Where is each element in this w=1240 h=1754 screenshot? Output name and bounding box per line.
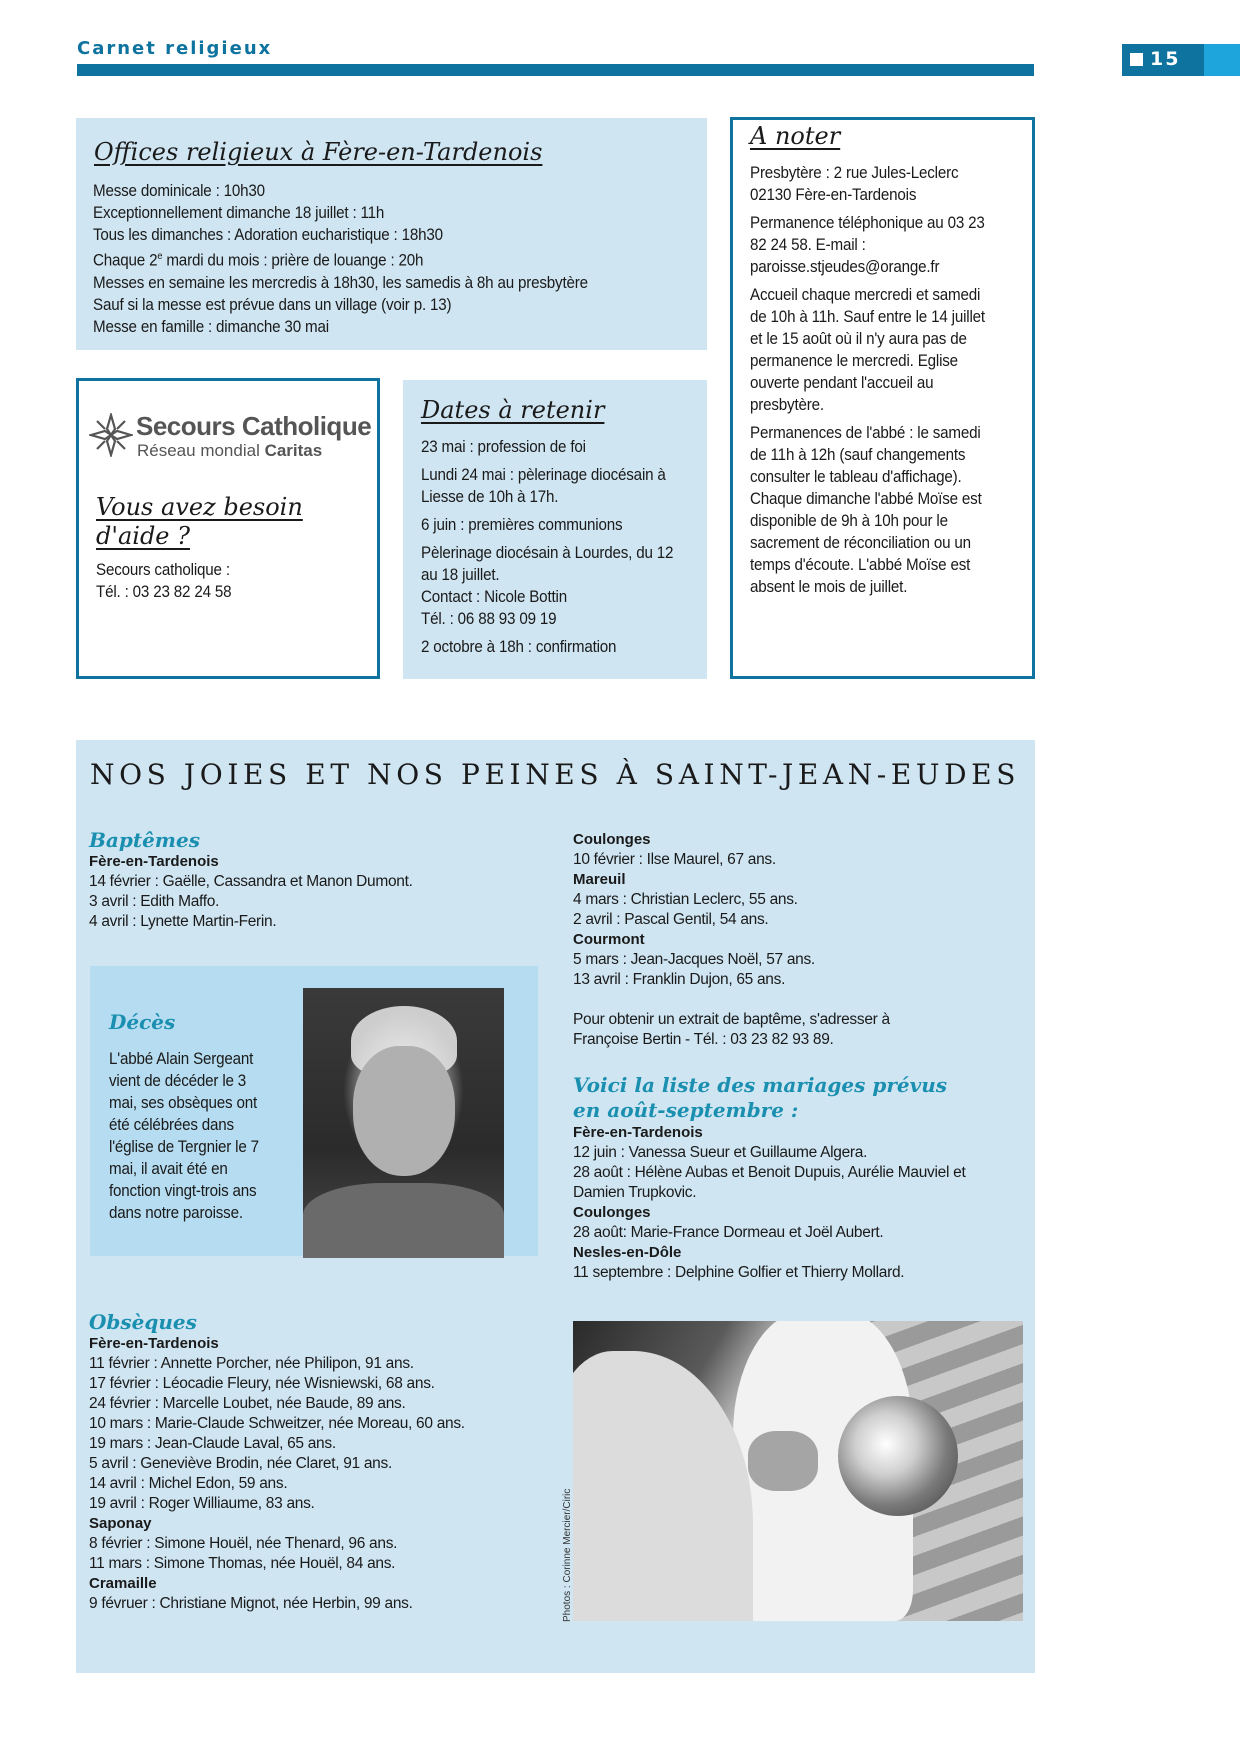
place-name: Courmont xyxy=(573,931,645,948)
entry: 5 avril : Geneviève Brodin, née Claret, 91 ans. xyxy=(89,1455,392,1472)
noter-paragraphs xyxy=(750,162,994,598)
mariages-title: Voici la liste des mariages prévus en août-septembre : xyxy=(573,1073,948,1122)
entry: 28 août: Marie-France Dormeau et Joël Aubert. xyxy=(573,1224,884,1241)
entry: 12 juin : Vanessa Sueur et Guillaume Algera. xyxy=(573,1144,868,1161)
place-name: Fère-en-Tardenois xyxy=(573,1124,703,1141)
offices-line: Messes en semaine les mercredis à 18h30, les samedis à 8h au presbytère xyxy=(93,273,588,292)
secours-line: Tél. : 03 23 82 24 58 xyxy=(96,583,232,601)
joies-title: NOS JOIES ET NOS PEINES À SAINT-JEAN-EUDES xyxy=(90,758,1020,791)
place-name: Coulonges xyxy=(573,831,651,848)
entry: 3 avril : Edith Maffo. xyxy=(89,893,220,910)
header-rule xyxy=(77,64,1034,76)
place-name: Nesles-en-Dôle xyxy=(573,1244,682,1261)
entry: 14 février : Gaëlle, Cassandra et Manon Dumont. xyxy=(89,873,413,890)
dates-item: Tél. : 06 88 93 09 19 xyxy=(421,610,557,628)
place-name: Coulonges xyxy=(573,1204,651,1221)
noter-paragraph: Permanences de l'abbé : le samedi de 11h à 12h (sauf changements consulter le tableau d'affichage). Chaque dimanche l'abbé Moïse est disponible de 9h à 10h pour le sacrement de réconciliation ou un temps d'écoute. L'abbé Moïse est absent le mois de juillet. xyxy=(750,424,982,596)
page-tab-accent xyxy=(1204,44,1240,76)
page-number-tab xyxy=(1122,44,1240,76)
offices-lines xyxy=(93,180,663,338)
entry: 11 mars : Simone Thomas, née Houël, 84 ans. xyxy=(89,1555,396,1572)
place-name: Fère-en-Tardenois xyxy=(89,1335,219,1352)
entry: 10 février : Ilse Maurel, 67 ans. xyxy=(573,851,776,868)
deces-text: L'abbé Alain Sergeant vient de décéder le 3 mai, ses obsèques ont été célébrées dans l'église de Tergnier le 7 mai, il avait été en fonction vingt-trois ans dans notre paroisse. xyxy=(109,1050,259,1222)
mariages-block xyxy=(573,1073,1023,1283)
entry: 24 février : Marcelle Loubet, née Baude, 89 ans. xyxy=(89,1395,406,1412)
entry: 8 février : Simone Houël, née Thenard, 96 ans. xyxy=(89,1535,398,1552)
place-name: Mareuil xyxy=(573,871,626,888)
offices-line: Tous les dimanches : Adoration eucharistique : 18h30 xyxy=(93,226,443,244)
noter-paragraph: Accueil chaque mercredi et samedi de 10h à 11h. Sauf entre le 14 juillet et le 15 août où il n'y aura pas de permanence le mercredi. Eglise ouverte pendant l'accueil au presbytère. xyxy=(750,286,985,414)
secours-logo-sub: Réseau mondial Caritas xyxy=(137,441,323,460)
photo-suit xyxy=(573,1351,753,1621)
secours-line: Secours catholique : xyxy=(96,561,230,579)
portrait-face xyxy=(353,1046,455,1176)
deces-box xyxy=(90,966,538,1256)
entry: 14 avril : Michel Edon, 59 ans. xyxy=(89,1475,288,1492)
dates-item: 23 mai : profession de foi xyxy=(421,438,586,456)
noter-box xyxy=(730,117,1035,679)
obseques-title: Obsèques xyxy=(89,1310,197,1334)
noter-paragraph: Presbytère : 2 rue Jules-Leclerc 02130 Fère-en-Tardenois xyxy=(750,164,959,204)
secours-box xyxy=(76,378,380,679)
entry: 5 mars : Jean-Jacques Noël, 57 ans. xyxy=(573,951,815,968)
entry: 10 mars : Marie-Claude Schweitzer, née Moreau, 60 ans. xyxy=(89,1415,465,1432)
entry: 28 août : Hélène Aubas et Benoit Dupuis, Aurélie Mauviel et Damien Trupkovic. xyxy=(573,1164,966,1201)
entry: 19 avril : Roger Williaume, 83 ans. xyxy=(89,1495,315,1512)
page-number: 15 xyxy=(1150,48,1181,70)
wedding-photo xyxy=(573,1321,1023,1621)
place-name: Fère-en-Tardenois xyxy=(89,853,219,870)
offices-line: Messe dominicale : 10h30 xyxy=(93,182,265,200)
entry: 11 septembre : Delphine Golfier et Thierry Mollard. xyxy=(573,1264,905,1281)
dates-item: Lundi 24 mai : pèlerinage diocésain à Liesse de 10h à 17h. xyxy=(421,466,666,506)
entry: 17 février : Léocadie Fleury, née Wisniewski, 68 ans. xyxy=(89,1375,435,1392)
dates-item: 6 juin : premières communions xyxy=(421,516,623,534)
offices-line: Exceptionnellement dimanche 18 juillet : 11h xyxy=(93,204,385,222)
photo-credit: Photos : Corinne Mercier/Ciric xyxy=(562,1488,573,1622)
dates-item: Pèlerinage diocésain à Lourdes, du 12 au 18 juillet. xyxy=(421,544,674,584)
noter-paragraph: Permanence téléphonique au 03 23 82 24 58. E-mail : paroisse.stjeudes@orange.fr xyxy=(750,214,985,276)
portrait-photo xyxy=(303,988,504,1258)
photo-hands xyxy=(748,1431,818,1491)
offices-line-louange: Chaque 2e mardi du mois : prière de louange : 20h xyxy=(93,251,424,270)
dates-item: 2 octobre à 18h : confirmation xyxy=(421,638,617,656)
offices-line: Sauf si la messe est prévue dans un village (voir p. 13) xyxy=(93,295,452,314)
entry: 4 avril : Lynette Martin-Ferin. xyxy=(89,913,277,930)
offices-line: Messe en famille : dimanche 30 mai xyxy=(93,317,329,336)
portrait-shirt xyxy=(303,1183,504,1258)
entry: 9 févruer : Christiane Mignot, née Herbin, 99 ans. xyxy=(89,1595,413,1612)
caritas-cross-icon xyxy=(89,413,133,457)
secours-title: Vous avez besoin d'aide ? xyxy=(96,493,303,550)
entry: 19 mars : Jean-Claude Laval, 65 ans. xyxy=(89,1435,336,1452)
section-header: Carnet religieux xyxy=(77,38,273,59)
secours-logo xyxy=(89,411,374,471)
baptemes-block xyxy=(89,828,529,932)
entry: 13 avril : Franklin Dujon, 65 ans. xyxy=(573,971,786,988)
place-name: Cramaille xyxy=(89,1575,157,1592)
dates-box xyxy=(403,380,707,679)
offices-title: Offices religieux à Fère-en-Tardenois xyxy=(94,138,543,166)
entry: 2 avril : Pascal Gentil, 54 ans. xyxy=(573,911,769,928)
entry: 11 février : Annette Porcher, née Philipon, 91 ans. xyxy=(89,1355,414,1372)
dates-items xyxy=(421,436,674,658)
obseques-block xyxy=(89,1310,529,1614)
noter-title: A noter xyxy=(750,122,841,150)
deces-title: Décès xyxy=(109,1010,176,1034)
baptemes-title: Baptêmes xyxy=(89,828,200,852)
joies-section xyxy=(76,740,1035,1673)
offices-box xyxy=(76,118,707,350)
secours-logo-name: Secours Catholique xyxy=(136,411,372,441)
dates-item: Contact : Nicole Bottin xyxy=(421,588,567,606)
entry: 4 mars : Christian Leclerc, 55 ans. xyxy=(573,891,798,908)
square-icon xyxy=(1130,53,1143,66)
photo-bouquet xyxy=(838,1396,958,1516)
baptemes-right-block xyxy=(573,830,1023,1050)
dates-title: Dates à retenir xyxy=(421,396,605,424)
secours-lines xyxy=(96,559,354,603)
place-name: Saponay xyxy=(89,1515,152,1532)
extrait-note: Pour obtenir un extrait de baptême, s'adresser à Françoise Bertin - Tél. : 03 23 82 93 89. xyxy=(573,1011,890,1048)
